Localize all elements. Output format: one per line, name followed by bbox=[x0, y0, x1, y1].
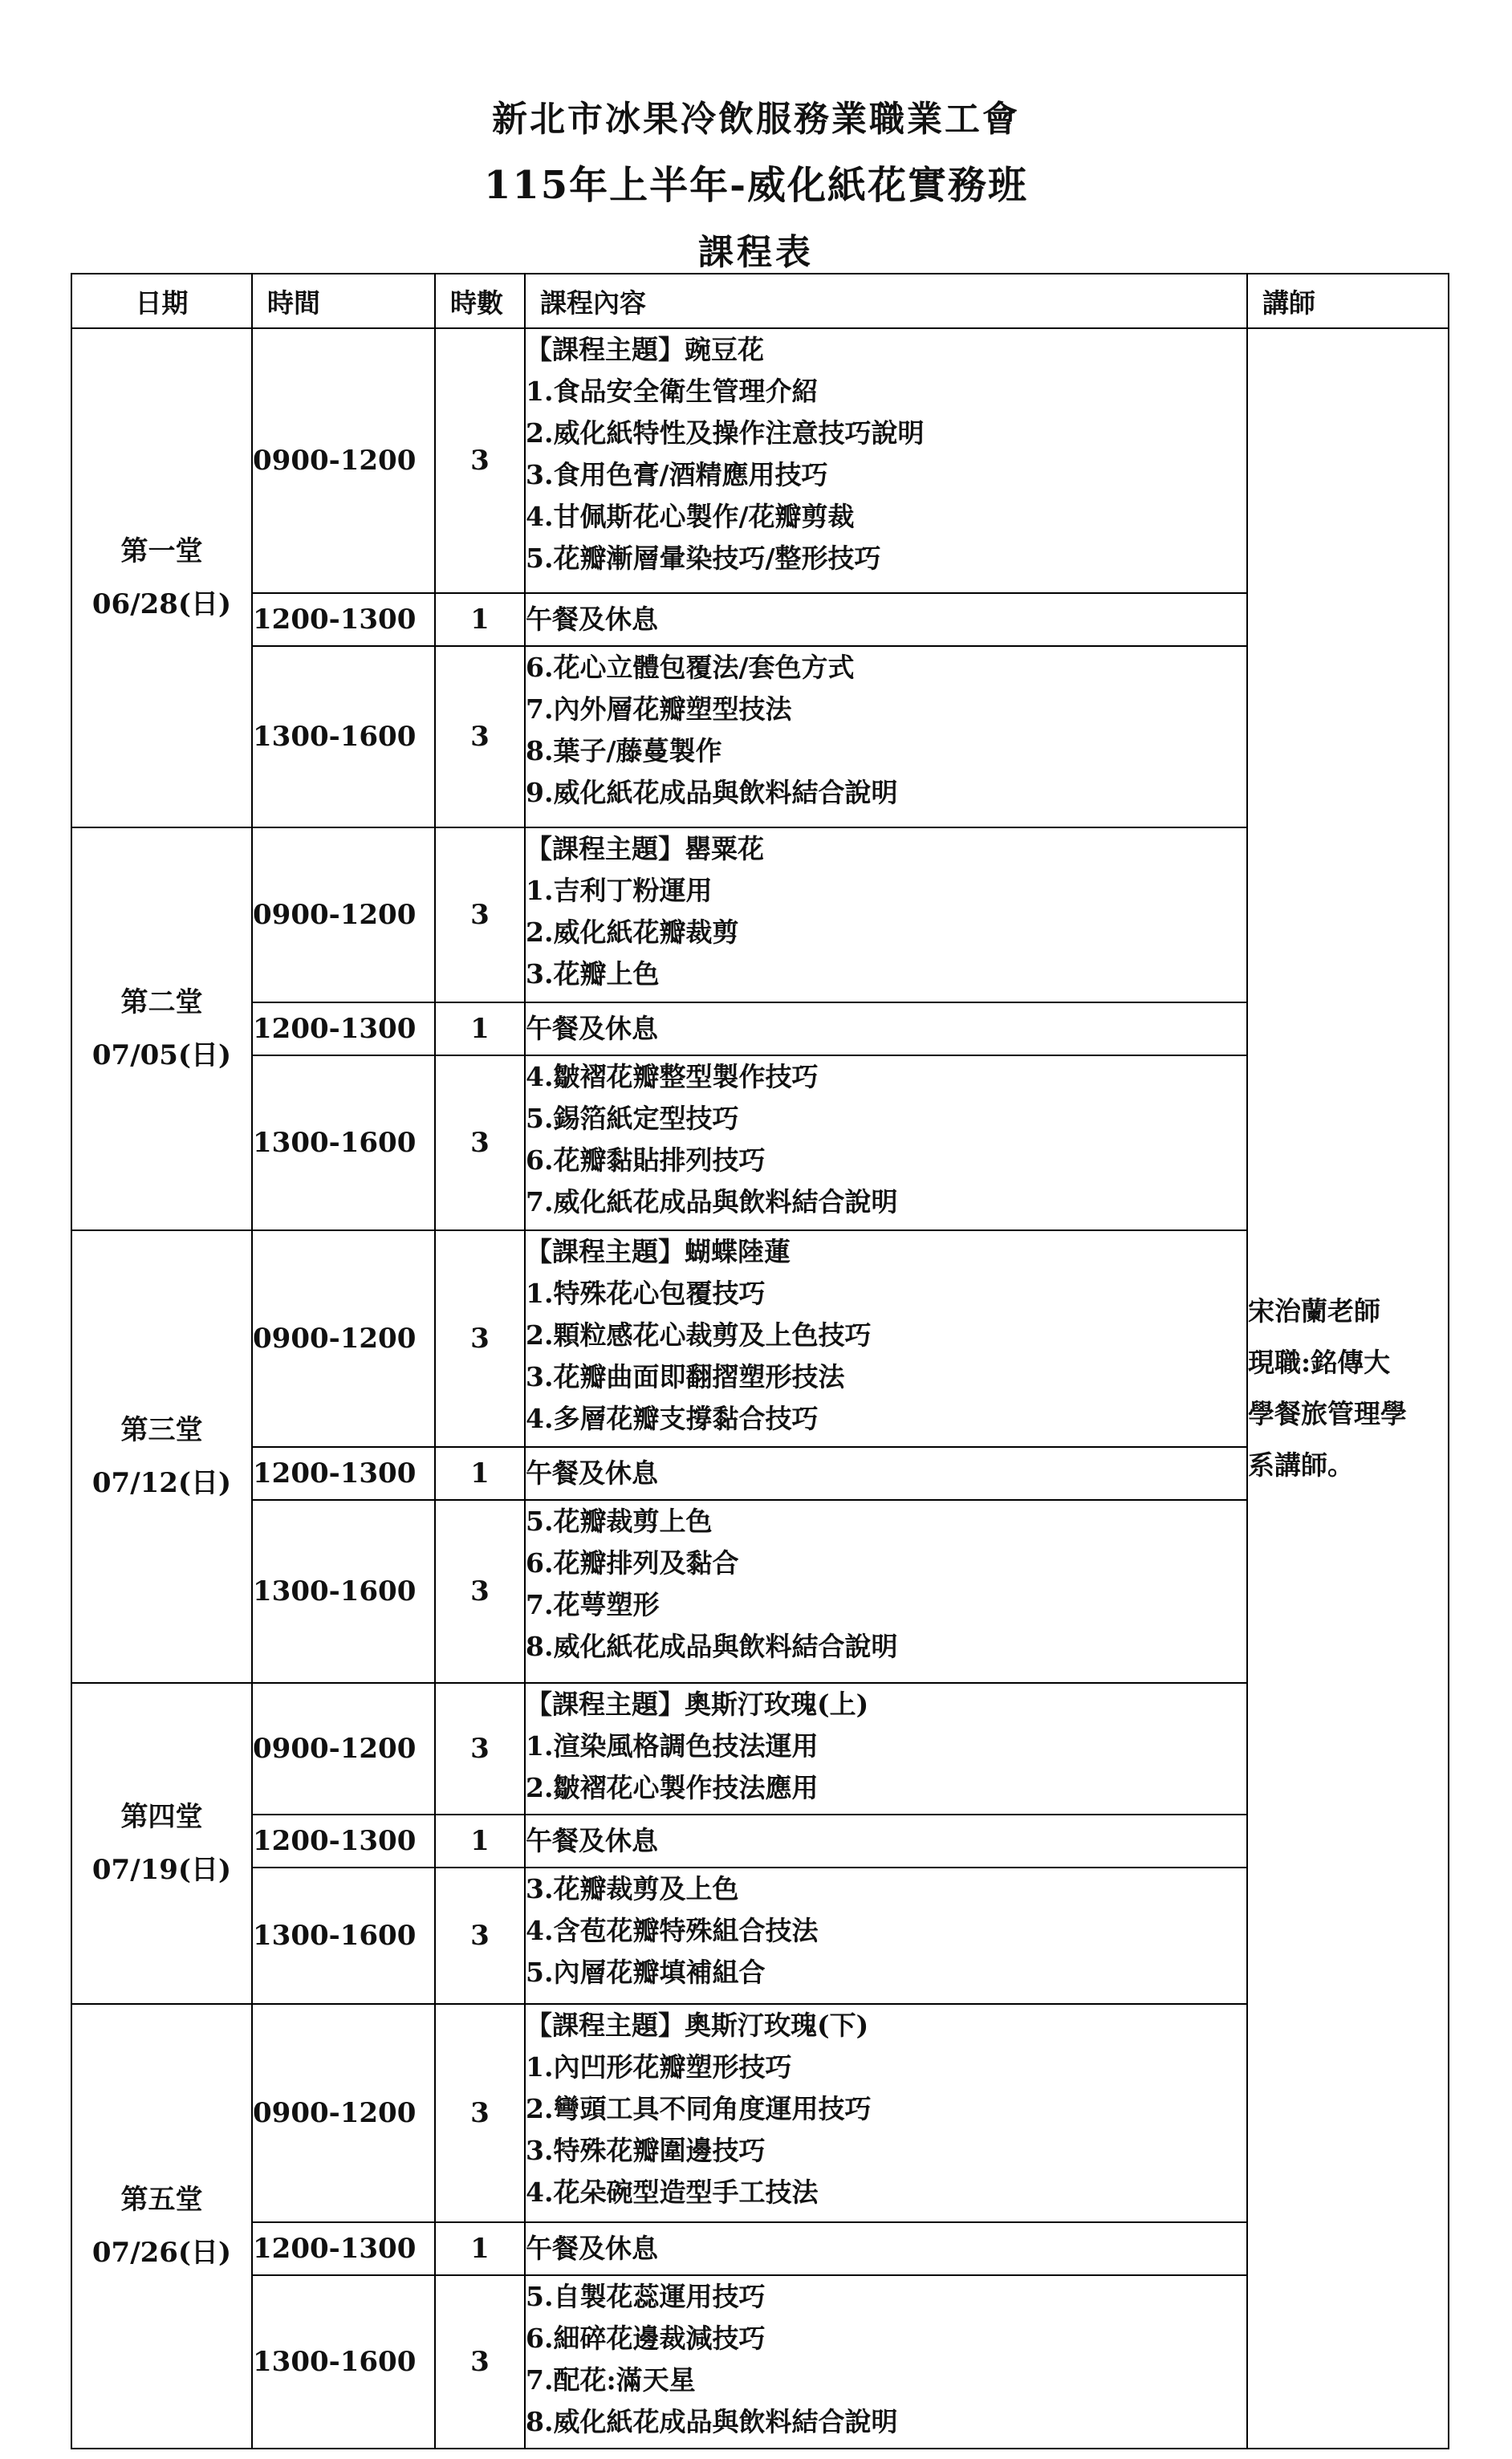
content-line: 1.食品安全衛生管理介紹 bbox=[526, 376, 819, 407]
teacher-line1: 宋治蘭老師 bbox=[1248, 1295, 1380, 1327]
header-row bbox=[71, 274, 1449, 328]
content-cell bbox=[525, 1500, 1247, 1683]
time-cell: 1200-1300 bbox=[252, 1002, 435, 1055]
content-line: 1.渲染風格調色技法運用 bbox=[526, 1730, 819, 1762]
content-line: 1.吉利丁粉運用 bbox=[526, 875, 713, 906]
content-line: 7.配花:滿天星 bbox=[526, 2364, 696, 2396]
content-line: 午餐及休息 bbox=[526, 1825, 658, 1856]
content-line: 7.內外層花瓣塑型技法 bbox=[526, 693, 792, 725]
content-line: 【課程主題】奧斯汀玫瑰(上) bbox=[526, 1689, 869, 1720]
session-cell bbox=[71, 328, 252, 827]
hours-cell: 3 bbox=[435, 2275, 525, 2449]
content-line: 8.威化紙花成品與飲料結合說明 bbox=[526, 2406, 898, 2437]
content-line: 2.皺褶花心製作技法應用 bbox=[526, 1772, 819, 1803]
content-line: 2.彎頭工具不同角度運用技巧 bbox=[526, 2093, 872, 2124]
session-date: 07/05(日) bbox=[91, 1039, 232, 1071]
session-cell bbox=[71, 2004, 252, 2449]
hours-cell: 3 bbox=[435, 1230, 525, 1447]
table-row bbox=[71, 1447, 1449, 1500]
table-row bbox=[71, 827, 1449, 1002]
course-title: 115年上半年-威化紙花實務班 bbox=[483, 163, 1029, 208]
content-line: 6.細碎花邊裁減技巧 bbox=[526, 2323, 766, 2354]
time-cell: 1300-1600 bbox=[252, 1055, 435, 1230]
content-line: 6.花瓣排列及黏合 bbox=[526, 1547, 739, 1579]
content-cell bbox=[525, 1002, 1247, 1055]
content-cell bbox=[525, 1230, 1247, 1447]
table-row bbox=[71, 328, 1449, 593]
session-name: 第五堂 bbox=[120, 2184, 203, 2216]
teacher-line4: 系講師。 bbox=[1248, 1449, 1354, 1481]
content-line: 8.葉子/藤蔓製作 bbox=[526, 735, 722, 766]
table-row bbox=[71, 1002, 1449, 1055]
session-name: 第一堂 bbox=[120, 535, 203, 567]
table-row bbox=[71, 646, 1449, 827]
hours-cell: 1 bbox=[435, 1447, 525, 1500]
content-line: 4.多層花瓣支撐黏合技巧 bbox=[526, 1403, 819, 1434]
hours-cell: 3 bbox=[435, 827, 525, 1002]
org-title: 新北市冰果冷飲服務業職業工會 bbox=[492, 99, 1020, 140]
hours-cell: 1 bbox=[435, 1815, 525, 1868]
time-cell: 0900-1200 bbox=[252, 2004, 435, 2222]
session-cell bbox=[71, 1683, 252, 2004]
hours-cell: 3 bbox=[435, 1868, 525, 2004]
content-line: 4.含苞花瓣特殊組合技法 bbox=[526, 1915, 819, 1946]
session-cell bbox=[71, 1230, 252, 1683]
content-line: 2.顆粒感花心裁剪及上色技巧 bbox=[526, 1319, 872, 1351]
session-date: 07/26(日) bbox=[91, 2237, 232, 2269]
time-cell: 1200-1300 bbox=[252, 1447, 435, 1500]
content-line: 3.花瓣裁剪及上色 bbox=[526, 1873, 739, 1904]
content-line: 3.食用色膏/酒精應用技巧 bbox=[526, 459, 828, 490]
session-date: 07/19(日) bbox=[91, 1854, 232, 1886]
session-date: 07/12(日) bbox=[91, 1467, 232, 1499]
content-line: 5.內層花瓣填補組合 bbox=[526, 1957, 766, 1988]
column-header-date: 日期 bbox=[71, 274, 252, 328]
table-row bbox=[71, 1815, 1449, 1868]
content-line: 7.威化紙花成品與飲料結合說明 bbox=[526, 1186, 898, 1217]
content-cell bbox=[525, 827, 1247, 1002]
content-cell bbox=[525, 328, 1247, 593]
column-header-hours: 時數 bbox=[435, 274, 525, 328]
time-cell: 1200-1300 bbox=[252, 2222, 435, 2275]
content-line: 【課程主題】豌豆花 bbox=[526, 334, 764, 365]
content-line: 午餐及休息 bbox=[526, 1457, 658, 1489]
content-line: 4.花朵碗型造型手工技法 bbox=[526, 2177, 819, 2208]
schedule-table bbox=[71, 273, 1449, 2449]
content-line: 4.皺褶花瓣整型製作技巧 bbox=[526, 1061, 819, 1092]
time-cell: 0900-1200 bbox=[252, 827, 435, 1002]
hours-cell: 1 bbox=[435, 593, 525, 646]
time-cell: 1300-1600 bbox=[252, 2275, 435, 2449]
hours-cell: 3 bbox=[435, 646, 525, 827]
content-cell bbox=[525, 2222, 1247, 2275]
content-cell bbox=[525, 593, 1247, 646]
content-line: 午餐及休息 bbox=[526, 1013, 658, 1044]
table-row bbox=[71, 593, 1449, 646]
content-cell bbox=[525, 646, 1247, 827]
content-line: 5.自製花蕊運用技巧 bbox=[526, 2281, 766, 2312]
session-name: 第三堂 bbox=[120, 1414, 203, 1446]
content-line: 8.威化紙花成品與飲料結合說明 bbox=[526, 1631, 898, 1662]
content-line: 1.內凹形花瓣塑形技巧 bbox=[526, 2051, 792, 2083]
content-line: 1.特殊花心包覆技巧 bbox=[526, 1278, 766, 1309]
content-line: 7.花萼塑形 bbox=[526, 1589, 660, 1620]
hours-cell: 1 bbox=[435, 2222, 525, 2275]
time-cell: 0900-1200 bbox=[252, 1230, 435, 1447]
content-line: 2.威化紙特性及操作注意技巧說明 bbox=[526, 417, 925, 449]
content-line: 午餐及休息 bbox=[526, 2233, 658, 2264]
content-line: 【課程主題】罌粟花 bbox=[526, 833, 764, 864]
table-row bbox=[71, 1683, 1449, 1815]
time-cell: 0900-1200 bbox=[252, 1683, 435, 1815]
content-line: 5.花瓣漸層暈染技巧/整形技巧 bbox=[526, 543, 881, 574]
table-row bbox=[71, 2275, 1449, 2449]
table-row bbox=[71, 1500, 1449, 1683]
content-line: 3.特殊花瓣圍邊技巧 bbox=[526, 2135, 766, 2166]
content-line: 6.花心立體包覆法/套色方式 bbox=[526, 652, 855, 683]
schedule-title: 課程表 bbox=[698, 232, 814, 273]
table-row bbox=[71, 2222, 1449, 2275]
column-header-content: 課程內容 bbox=[525, 274, 1247, 328]
content-cell bbox=[525, 2275, 1247, 2449]
teacher-line2: 現職:銘傳大 bbox=[1248, 1347, 1391, 1378]
content-line: 4.甘佩斯花心製作/花瓣剪裁 bbox=[526, 501, 855, 532]
content-line: 9.威化紙花成品與飲料結合說明 bbox=[526, 777, 898, 808]
teacher-line3: 學餐旅管理學 bbox=[1248, 1398, 1407, 1429]
content-cell bbox=[525, 2004, 1247, 2222]
hours-cell: 3 bbox=[435, 1055, 525, 1230]
hours-cell: 3 bbox=[435, 2004, 525, 2222]
content-line: 【課程主題】奧斯汀玫瑰(下) bbox=[526, 2010, 869, 2041]
content-line: 5.錫箔紙定型技巧 bbox=[526, 1103, 739, 1134]
time-cell: 1300-1600 bbox=[252, 1500, 435, 1683]
hours-cell: 3 bbox=[435, 1683, 525, 1815]
time-cell: 1200-1300 bbox=[252, 593, 435, 646]
content-line: 5.花瓣裁剪上色 bbox=[526, 1506, 713, 1537]
content-cell bbox=[525, 1055, 1247, 1230]
time-cell: 1200-1300 bbox=[252, 1815, 435, 1868]
content-line: 6.花瓣黏貼排列技巧 bbox=[526, 1144, 766, 1176]
session-name: 第二堂 bbox=[120, 986, 203, 1018]
session-name: 第四堂 bbox=[120, 1801, 203, 1833]
hours-cell: 1 bbox=[435, 1002, 525, 1055]
content-line: 2.威化紙花瓣裁剪 bbox=[526, 917, 739, 948]
table-row bbox=[71, 1230, 1449, 1447]
content-cell bbox=[525, 1868, 1247, 2004]
column-header-teacher: 講師 bbox=[1247, 274, 1449, 328]
content-cell bbox=[525, 1447, 1247, 1500]
column-header-time: 時間 bbox=[252, 274, 435, 328]
table-row bbox=[71, 1868, 1449, 2004]
content-line: 3.花瓣上色 bbox=[526, 958, 660, 990]
content-line: 3.花瓣曲面即翻摺塑形技法 bbox=[526, 1361, 845, 1392]
hours-cell: 3 bbox=[435, 1500, 525, 1683]
teacher-cell bbox=[1247, 328, 1449, 2449]
content-cell bbox=[525, 1815, 1247, 1868]
table-row bbox=[71, 1055, 1449, 1230]
content-line: 午餐及休息 bbox=[526, 604, 658, 635]
time-cell: 1300-1600 bbox=[252, 646, 435, 827]
content-cell bbox=[525, 1683, 1247, 1815]
time-cell: 0900-1200 bbox=[252, 328, 435, 593]
time-cell: 1300-1600 bbox=[252, 1868, 435, 2004]
table-row bbox=[71, 2004, 1449, 2222]
session-cell bbox=[71, 827, 252, 1230]
content-line: 【課程主題】蝴蝶陸蓮 bbox=[526, 1236, 791, 1267]
session-date: 06/28(日) bbox=[91, 588, 232, 620]
hours-cell: 3 bbox=[435, 328, 525, 593]
